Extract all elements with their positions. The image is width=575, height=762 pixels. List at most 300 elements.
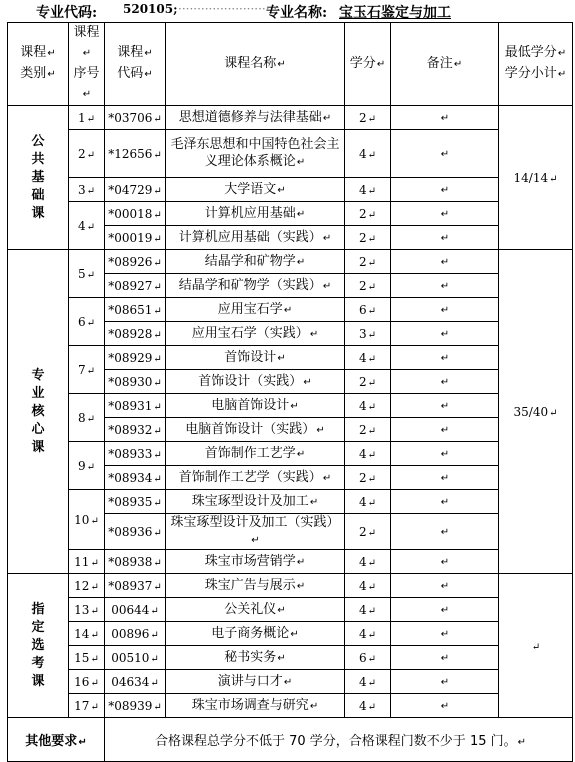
subtotal-cell [499, 574, 573, 718]
course-name: 应用宝石学 [217, 301, 283, 317]
subtotal-cell [499, 250, 573, 574]
course-credit: 4 [358, 602, 367, 617]
course-name: 应用宝石学（实践） [191, 325, 309, 341]
name-cell [166, 226, 345, 250]
paragraph-mark: ↵ [277, 604, 286, 616]
note-cell [391, 274, 499, 298]
table-row [8, 622, 573, 646]
paragraph-mark: ↵ [322, 280, 332, 292]
credit-cell [345, 418, 391, 442]
paragraph-mark: ↵ [440, 353, 450, 364]
name-cell [166, 574, 345, 598]
course-code: *04729 [108, 182, 153, 197]
paragraph-mark: ↵ [440, 449, 450, 460]
paragraph-mark: ↵ [367, 605, 377, 617]
seq-cell [69, 202, 105, 250]
code-cell [105, 574, 166, 598]
paragraph-mark: ↵ [316, 424, 325, 436]
name-cell [166, 694, 345, 718]
paragraph-mark: ↵ [153, 401, 162, 413]
category-char: 共 [31, 151, 45, 167]
seq-cell [69, 178, 105, 202]
paragraph-mark: ↵ [153, 557, 162, 569]
category-char: 础 [31, 187, 45, 203]
credit-cell [345, 550, 391, 574]
credit-cell [345, 274, 391, 298]
seq-cell [69, 490, 105, 550]
paragraph-mark: ↵ [549, 407, 558, 419]
seq-cell [69, 250, 105, 298]
header-note: 备注↵ [391, 23, 499, 106]
paragraph-mark: ↵ [367, 257, 377, 269]
paragraph-mark: ↵ [367, 401, 377, 413]
seq-cell [69, 442, 105, 490]
paragraph-mark: ↵ [440, 473, 450, 484]
credit-cell [345, 598, 391, 622]
paragraph-mark: ↵ [296, 256, 306, 268]
paragraph-mark: ↵ [309, 496, 319, 508]
paragraph-mark: ↵ [296, 580, 306, 592]
credit-cell [345, 250, 391, 274]
course-name: 计算机应用基础 [204, 205, 296, 221]
credit-cell [345, 466, 391, 490]
name-cell [166, 394, 345, 418]
note-cell [391, 466, 499, 490]
paragraph-mark: ↵ [440, 401, 450, 412]
paragraph-mark: ↵ [517, 737, 527, 748]
paragraph-mark: ↵ [367, 629, 377, 641]
note-cell [391, 646, 499, 670]
paragraph-mark: ↵ [153, 527, 162, 539]
paragraph-mark: ↵ [153, 473, 162, 485]
note-cell [391, 106, 499, 130]
paragraph-mark: ↵ [322, 232, 332, 244]
seq-value: 7 [77, 362, 86, 377]
table-row [8, 130, 573, 178]
course-name: 结晶学和矿物学（实践） [178, 277, 322, 293]
course-credit: 2 [358, 278, 367, 293]
paragraph-mark: ↵ [290, 628, 299, 640]
subtotal-value: 14/14 [513, 170, 549, 185]
paragraph-mark: ↵ [150, 653, 159, 665]
seq-cell [69, 550, 105, 574]
paragraph-mark: ↵ [153, 581, 162, 593]
course-name: 计算机应用基础（实践） [178, 229, 322, 245]
other-text-value: 合格课程总学分不低于 70 学分，合格课程门数不少于 15 门。 [155, 734, 517, 749]
note-cell [391, 598, 499, 622]
seq-cell [69, 670, 105, 694]
seq-value: 14 [74, 626, 90, 641]
paragraph-mark: ↵ [303, 376, 312, 388]
paragraph-mark: ↵ [367, 449, 377, 461]
paragraph-mark: ↵ [531, 641, 541, 653]
paragraph-mark: ↵ [90, 557, 99, 569]
paragraph-mark: ↵ [296, 448, 306, 460]
paragraph-mark: ↵ [86, 413, 96, 425]
paragraph-mark: ↵ [90, 581, 99, 593]
credit-cell [345, 514, 391, 550]
course-credit: 3 [358, 326, 367, 341]
credit-cell [345, 670, 391, 694]
category-char: 核 [31, 403, 45, 419]
course-code: *08931 [108, 398, 153, 413]
note-cell [391, 346, 499, 370]
name-cell [166, 346, 345, 370]
paragraph-mark: ↵ [322, 112, 332, 124]
code-cell [105, 646, 166, 670]
note-cell [391, 202, 499, 226]
course-name: 珠宝广告与展示 [204, 577, 296, 593]
other-requirements-text [105, 718, 573, 762]
course-name: 秘书实务 [224, 649, 277, 665]
paragraph-mark: ↵ [153, 329, 162, 341]
name-cell [166, 550, 345, 574]
code-cell [105, 418, 166, 442]
paragraph-mark: ↵ [86, 269, 96, 281]
paragraph-mark: ↵ [296, 556, 306, 568]
paragraph-mark: ↵ [440, 281, 450, 292]
paragraph-mark: ↵ [367, 557, 377, 569]
seq-value: 8 [77, 410, 86, 425]
seq-value: 9 [77, 458, 86, 473]
code-cell [105, 226, 166, 250]
credit-cell [345, 646, 391, 670]
note-cell [391, 550, 499, 574]
category-char: 公 [31, 133, 45, 149]
code-cell [105, 106, 166, 130]
course-code: 00896 [111, 626, 150, 641]
table-row [8, 442, 573, 466]
paragraph-mark: ↵ [440, 425, 450, 436]
seq-cell [69, 130, 105, 178]
paragraph-mark: ↵ [153, 353, 162, 365]
category-char: 课 [31, 439, 45, 455]
paragraph-mark: ↵ [367, 185, 377, 197]
code-cell [105, 322, 166, 346]
credit-cell [345, 490, 391, 514]
paragraph-mark: ↵ [367, 329, 377, 341]
course-code: *08926 [108, 254, 153, 269]
course-credit: 4 [358, 494, 367, 509]
course-code: *08934 [108, 470, 153, 485]
major-code-value: 520105; [123, 2, 178, 16]
code-cell [105, 442, 166, 466]
credit-cell [345, 394, 391, 418]
name-cell [166, 598, 345, 622]
table-row [8, 694, 573, 718]
code-cell [105, 550, 166, 574]
seq-cell [69, 106, 105, 130]
subtotal-cell [499, 106, 573, 250]
paragraph-mark: ↵ [309, 328, 319, 340]
paragraph-mark: ↵ [296, 157, 306, 168]
credit-cell [345, 202, 391, 226]
name-cell [166, 490, 345, 514]
name-cell [166, 646, 345, 670]
name-cell [166, 274, 345, 298]
paragraph-mark: ↵ [549, 173, 558, 185]
course-code: *08935 [108, 494, 153, 509]
name-cell [166, 298, 345, 322]
seq-cell [69, 646, 105, 670]
paragraph-mark: ↵ [367, 527, 377, 539]
paragraph-mark: ↵ [90, 653, 99, 665]
course-code: *08939 [108, 698, 153, 713]
course-code: *08930 [108, 374, 153, 389]
note-cell [391, 694, 499, 718]
paragraph-mark: ↵ [153, 113, 162, 125]
paragraph-mark: ↵ [86, 113, 96, 125]
seq-value: 11 [74, 554, 90, 569]
course-name: 毛泽东思想和中国特色社会主义理论体系概论 [170, 137, 340, 169]
credit-cell [345, 106, 391, 130]
paragraph-mark: ↵ [367, 377, 377, 389]
credit-cell [345, 370, 391, 394]
paragraph-mark: ↵ [150, 605, 159, 617]
name-cell [166, 178, 345, 202]
name-cell [166, 670, 345, 694]
course-code: *08933 [108, 446, 153, 461]
course-name: 首饰制作工艺学 [204, 445, 296, 461]
course-credit: 4 [358, 398, 367, 413]
other-requirements-row [8, 718, 573, 762]
paragraph-mark: ↵ [153, 701, 162, 713]
seq-cell [69, 598, 105, 622]
paragraph-mark: ↵ [440, 209, 450, 220]
note-cell [391, 490, 499, 514]
note-cell [391, 298, 499, 322]
code-cell [105, 250, 166, 274]
credit-cell [345, 226, 391, 250]
seq-value: 17 [74, 698, 90, 713]
paragraph-mark: ↵ [153, 497, 162, 509]
document-header [0, 0, 575, 22]
table-row [8, 598, 573, 622]
name-cell [166, 370, 345, 394]
paragraph-mark: ↵ [440, 527, 450, 538]
name-cell [166, 250, 345, 274]
table-row [8, 670, 573, 694]
code-cell [105, 622, 166, 646]
course-credit: 2 [358, 422, 367, 437]
paragraph-mark: ↵ [90, 629, 99, 641]
major-name-value: 宝玉石鉴定与加工 [339, 5, 451, 21]
note-cell [391, 622, 499, 646]
header-min-credit: 最低学分↵ 学分小计↵ [499, 23, 573, 106]
paragraph-mark: ↵ [367, 281, 377, 293]
paragraph-mark: ↵ [367, 425, 377, 437]
course-credit: 2 [358, 470, 367, 485]
course-code: *08938 [108, 554, 153, 569]
code-cell [105, 670, 166, 694]
code-cell [105, 490, 166, 514]
note-cell [391, 226, 499, 250]
table-row [8, 298, 573, 322]
note-cell [391, 250, 499, 274]
paragraph-mark: ↵ [309, 700, 319, 712]
category-char: 专 [31, 367, 45, 383]
note-cell [391, 442, 499, 466]
credit-cell [345, 346, 391, 370]
code-cell [105, 346, 166, 370]
course-code: *08936 [108, 524, 153, 539]
category-char: 考 [31, 655, 45, 671]
paragraph-mark: ↵ [367, 497, 377, 509]
seq-cell [69, 346, 105, 394]
paragraph-mark: ↵ [367, 701, 377, 713]
seq-value: 5 [77, 266, 86, 281]
code-cell [105, 514, 166, 550]
table-row [8, 646, 573, 670]
seq-value: 10 [74, 512, 90, 527]
paragraph-mark: ↵ [153, 305, 162, 317]
table-row [8, 346, 573, 370]
course-credit: 4 [358, 578, 367, 593]
course-name: 首饰制作工艺学（实践） [178, 469, 322, 485]
category-char: 基 [31, 169, 45, 185]
table-row [8, 574, 573, 598]
course-name: 演讲与口才 [217, 673, 283, 689]
name-cell [166, 514, 345, 550]
paragraph-mark: ↵ [283, 676, 293, 688]
course-name: 首饰设计 [224, 349, 277, 365]
paragraph-mark: ↵ [440, 605, 450, 616]
course-credit: 4 [358, 674, 367, 689]
course-name: 珠宝市场营销学 [204, 553, 296, 569]
note-cell [391, 514, 499, 550]
paragraph-mark: ↵ [90, 605, 99, 617]
paragraph-mark: ↵ [153, 377, 162, 389]
category-char: 课 [31, 673, 45, 689]
paragraph-mark: ↵ [440, 377, 450, 388]
name-cell [166, 418, 345, 442]
header-code: 课程↵ 代码↵ [105, 23, 166, 106]
name-cell [166, 442, 345, 466]
paragraph-mark: ↵ [367, 473, 377, 485]
course-code: *08928 [108, 326, 153, 341]
course-credit: 4 [358, 554, 367, 569]
paragraph-mark: ↵ [251, 535, 260, 546]
course-name: 珠宝市场调查与研究 [191, 697, 309, 713]
other-requirements-label [8, 718, 105, 762]
paragraph-mark: ↵ [86, 461, 96, 473]
course-code: *00018 [108, 206, 153, 221]
name-cell [166, 466, 345, 490]
paragraph-mark: ↵ [322, 472, 332, 484]
paragraph-mark: ↵ [440, 557, 450, 568]
header-credit: 学分↵ [345, 23, 391, 106]
course-name: 珠宝琢型设计及加工（实践） [170, 515, 340, 530]
paragraph-mark: ↵ [367, 353, 377, 365]
course-code: *08932 [108, 422, 153, 437]
credit-cell [345, 130, 391, 178]
name-cell [166, 322, 345, 346]
course-credit: 2 [358, 230, 367, 245]
other-label-text: 其他要求 [25, 734, 78, 749]
major-name-label: 专业名称: [266, 5, 328, 21]
table-header-row [8, 23, 573, 106]
paragraph-mark: ↵ [440, 305, 450, 316]
name-cell [166, 202, 345, 226]
category-char: 指 [31, 601, 45, 617]
table-row [8, 250, 573, 274]
course-plan-table [7, 22, 573, 762]
course-credit: 2 [358, 110, 367, 125]
paragraph-mark: ↵ [367, 233, 377, 245]
seq-value: 6 [77, 314, 86, 329]
header-name: 课程名称↵ [166, 23, 345, 106]
code-cell [105, 394, 166, 418]
paragraph-mark: ↵ [296, 208, 306, 220]
credit-cell [345, 322, 391, 346]
seq-value: 13 [74, 602, 90, 617]
code-cell [105, 178, 166, 202]
course-credit: 2 [358, 374, 367, 389]
note-cell [391, 130, 499, 178]
seq-value: 4 [77, 218, 86, 233]
note-cell [391, 418, 499, 442]
paragraph-mark: ↵ [367, 677, 377, 689]
paragraph-mark: ↵ [367, 113, 377, 125]
paragraph-mark: ↵ [440, 653, 450, 664]
category-char: 选 [31, 637, 45, 653]
category-cell [8, 106, 69, 250]
table-row [8, 394, 573, 418]
course-code: *08927 [108, 278, 153, 293]
paragraph-mark: ↵ [90, 515, 99, 527]
table-row [8, 202, 573, 226]
course-credit: 4 [358, 350, 367, 365]
paragraph-mark: ↵ [367, 653, 377, 665]
seq-cell [69, 298, 105, 346]
note-cell [391, 370, 499, 394]
table-row [8, 490, 573, 514]
seq-value: 15 [74, 650, 90, 665]
table-row [8, 106, 573, 130]
course-name: 电脑首饰设计（实践） [185, 421, 316, 437]
paragraph-mark: ↵ [86, 185, 96, 197]
course-name: 结晶学和矿物学 [204, 253, 296, 269]
note-cell [391, 394, 499, 418]
seq-value: 16 [74, 674, 90, 689]
course-credit: 2 [358, 254, 367, 269]
seq-cell [69, 394, 105, 442]
category-char: 业 [31, 385, 45, 401]
paragraph-mark: ↵ [440, 677, 450, 688]
course-code: 00644 [111, 602, 150, 617]
course-credit: 4 [358, 182, 367, 197]
paragraph-mark: ↵ [86, 221, 96, 233]
course-code: *03706 [108, 110, 153, 125]
code-cell [105, 370, 166, 394]
paragraph-mark: ↵ [90, 701, 99, 713]
paragraph-mark: ↵ [440, 497, 450, 508]
course-code: *08937 [108, 578, 153, 593]
table-row [8, 550, 573, 574]
header-category: 课程↵ 类别↵ [8, 23, 69, 106]
paragraph-mark: ↵ [440, 581, 450, 592]
header-separator: ·························· [178, 2, 278, 16]
paragraph-mark: ↵ [153, 149, 162, 161]
name-cell [166, 106, 345, 130]
paragraph-mark: ↵ [153, 233, 162, 245]
paragraph-mark: ↵ [367, 149, 377, 161]
seq-value: 3 [77, 182, 86, 197]
seq-value: 1 [77, 110, 86, 125]
paragraph-mark: ↵ [367, 305, 377, 317]
paragraph-mark: ↵ [150, 677, 159, 689]
name-cell [166, 622, 345, 646]
